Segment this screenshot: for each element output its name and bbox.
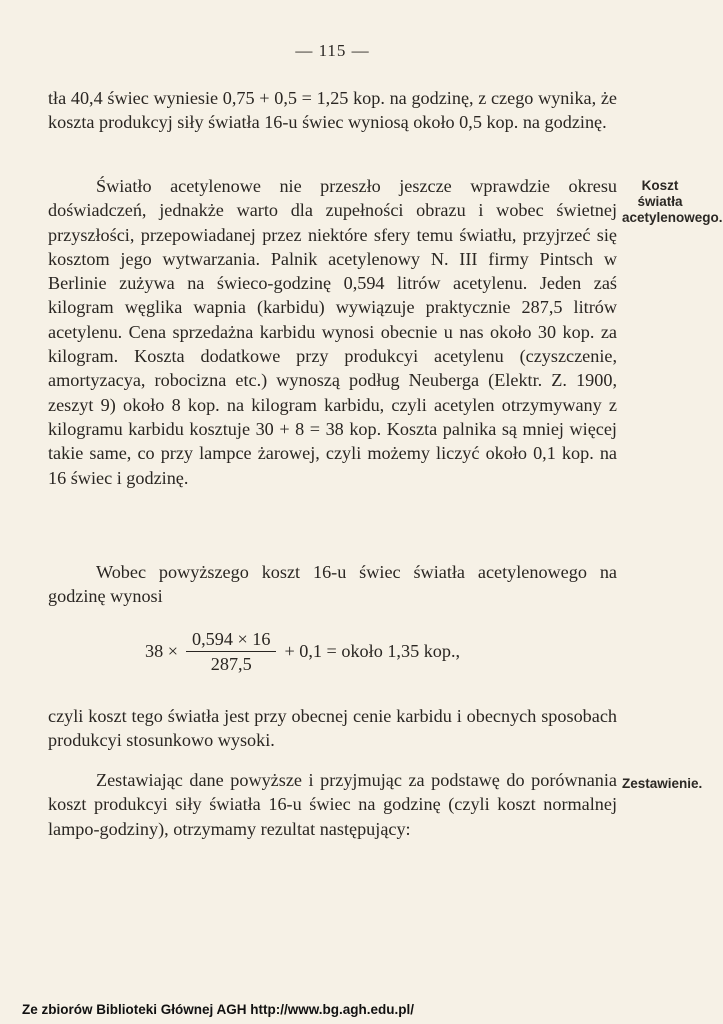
cost-formula (145, 628, 460, 674)
margin-note-summary: Zestawienie. (622, 776, 703, 791)
formula-suffix: + 0,1 = około 1,35 kop., (284, 640, 461, 661)
formula-fraction (186, 628, 276, 675)
paragraph-text: Zestawiając dane powyższe i przyjmując za podstawę do porównania koszt produkcyi siły światła 16-u świec na godzinę (czyli koszt normalnej lampo-godziny), otrzymamy rezultat następujący: (48, 770, 617, 839)
paragraph-text: Światło acetylenowe nie przeszło jeszcze wprawdzie okresu doświadczeń, jednakże warto dla zupełności obrazu i wobec świetnej przyszłości, przepowiadanej przez niektóre sfery temu światłu, przyjrzeć się kosztom jego wytwarzania. Palnik acetylenowy N. III firmy Pintsch w Berlinie zużywa na świeco-godzinę 0,594 litrów acetylenu. Jeden zaś kilogram węglika wapnia (karbidu) wywiązuje praktycznie 287,5 litrów acetylenu. Cena sprzedażna karbidu wynosi obecnie u nas około 30 kop. za kilogram. Koszta dodatkowe przy produkcyi acetylenu (czyszczenie, amortyzacya, robocizna etc.) wynoszą podług Neuberga (Elektr. Z. 1900, zeszyt 9) około 8 kop. na kilogram karbidu, czyli acetylen otrzymywany z kilogramu karbidu kosztuje 30 + 8 = 38 kop. Koszta palnika są mniej więcej takie same, co przy lampce żarowej, czyli możemy liczyć około 0,1 kop. na 16 świec i godzinę. (48, 176, 617, 488)
formula-numerator: 0,594 × 16 (186, 628, 276, 652)
paragraph-continuation (48, 86, 617, 135)
paragraph-conclusion (48, 704, 617, 753)
paragraph-text: tła 40,4 świec wyniesie 0,75 + 0,5 = 1,25 kop. na godzinę, z czego wynika, że koszta produkcyj siły światła 16-u świec wyniosą około 0,5 kop. na godzinę. (48, 88, 617, 133)
formula-prefix: 38 × (145, 640, 178, 661)
page-number: — 115 — (295, 41, 370, 60)
paragraph-text: czyli koszt tego światła jest przy obecnej cenie karbidu i obecnych sposobach produkcyi stosunkowo wysoki. (48, 706, 617, 751)
library-footer: Ze zbiorów Biblioteki Głównej AGH http://www.bg.agh.edu.pl/ (22, 1002, 414, 1017)
paragraph-acetylene-light (48, 174, 617, 490)
formula-denominator: 287,5 (210, 653, 252, 674)
paragraph-summary (48, 768, 617, 841)
margin-note-acetylene-cost: Koszt światła acetylenowego. (622, 178, 723, 225)
paragraph-cost-intro (48, 560, 617, 609)
paragraph-text: Wobec powyższego koszt 16-u świec światła acetylenowego na godzinę wynosi (48, 562, 617, 607)
